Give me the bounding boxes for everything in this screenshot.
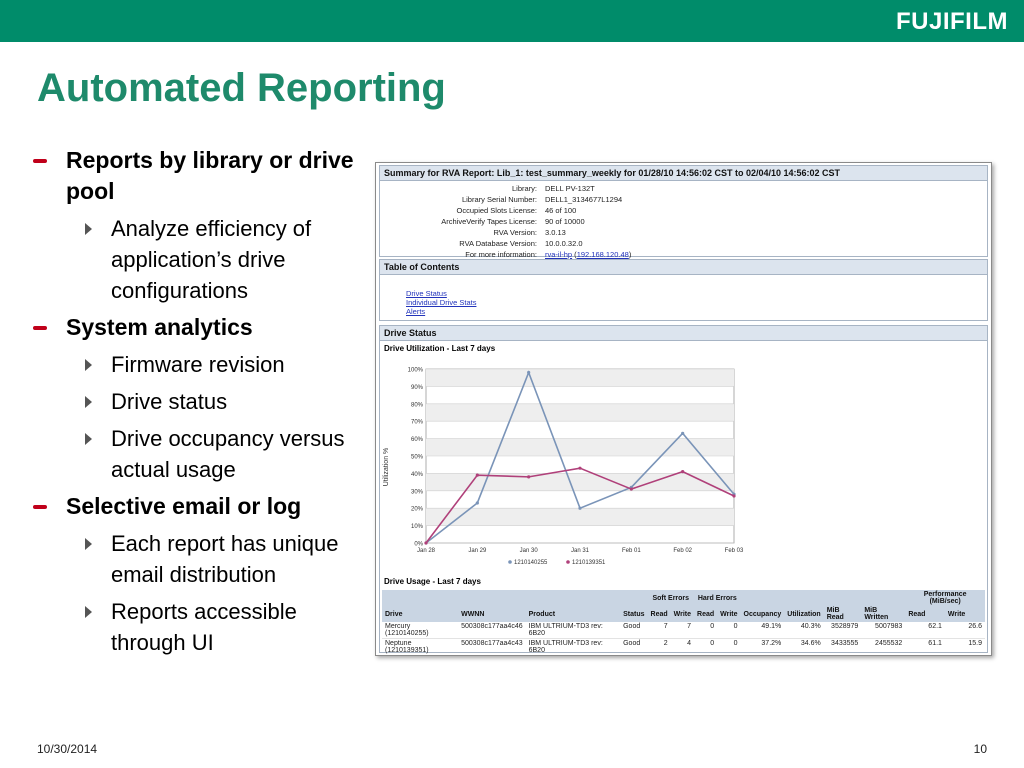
summary-field: Library Serial Number: DELL1_3134677L1294: [461, 195, 623, 204]
x-tick-label: Feb 03: [724, 548, 744, 554]
col-occupancy: Occupancy: [741, 606, 785, 622]
rva-host-link[interactable]: rva-il-hp: [545, 250, 573, 259]
col-soft-write: Write: [671, 606, 694, 622]
drive-status-panel: [379, 325, 988, 653]
col-soft-read: Read: [648, 606, 671, 622]
y-tick-label: 50%: [410, 454, 423, 461]
y-tick-label: 60%: [410, 437, 423, 444]
grid-band: [426, 439, 734, 456]
y-tick-label: 10%: [410, 524, 423, 531]
summary-title: Summary for RVA Report: Lib_1: test_summary_weekly for 01/28/10 14:56:02 CST to 02/04/10 14:56:02 CST: [380, 166, 987, 181]
footer-date: 10/30/2014: [37, 742, 98, 756]
grid-band: [426, 404, 734, 421]
col-hard-read: Read: [694, 606, 717, 622]
x-tick-label: Jan 30: [519, 548, 538, 554]
y-tick-label: 30%: [410, 489, 423, 496]
x-tick-label: Jan 28: [416, 548, 436, 554]
toc-link-drive-status[interactable]: Drive Status: [406, 289, 447, 298]
y-tick-label: 100%: [407, 367, 423, 374]
y-tick-label: 0%: [414, 541, 423, 548]
col-status: Status: [620, 606, 647, 622]
y-tick-label: 20%: [410, 506, 423, 513]
bullet-item: Selective email or log: [30, 491, 360, 522]
hard-errors-header: Hard Errors: [694, 590, 741, 606]
data-point: [732, 494, 735, 497]
dash-icon: [33, 326, 47, 330]
utilization-title: Drive Utilization - Last 7 days: [384, 344, 496, 353]
bullet-list: [30, 145, 360, 664]
legend-marker: [508, 560, 512, 564]
col-mib-written: MiB Written: [861, 606, 905, 622]
x-tick-label: Jan 29: [468, 548, 487, 554]
summary-field: Occupied Slots License: 46 of 100: [456, 206, 577, 215]
brand-bar: [0, 0, 1024, 42]
utilization-chart: [380, 361, 750, 573]
data-point: [476, 474, 479, 477]
toc-panel: [379, 259, 988, 321]
data-point: [681, 470, 684, 473]
summary-panel: [379, 165, 988, 257]
performance-header: Performance (MiB/sec): [905, 590, 985, 606]
toc-link-drive-stats[interactable]: Individual Drive Stats: [406, 298, 477, 307]
data-point: [630, 487, 633, 490]
table-row: Mercury (1210140255) 500308c177aa4c46 IBM ULTRIUM-TD3 rev: 6B20 Good 7 7 0 0 49.1% 40.3% 3528979 5007983 62.1 26.6: [382, 622, 985, 639]
summary-field: ArchiveVerify Tapes License: 90 of 10000: [441, 217, 585, 226]
col-product: Product: [526, 606, 620, 622]
y-tick-label: 70%: [410, 419, 423, 426]
report-screenshot: [375, 162, 992, 656]
data-point: [527, 371, 530, 374]
table-group-header-row: [382, 590, 985, 606]
legend-label: 1210139351: [572, 560, 606, 566]
table-header-row: [382, 606, 985, 622]
summary-field: RVA Version: 3.0.13: [493, 228, 566, 237]
drive-usage-table: [382, 590, 985, 656]
grid-band: [426, 508, 734, 525]
sub-bullet-item: Drive occupancy versus actual usage: [30, 423, 360, 485]
dash-icon: [33, 505, 47, 509]
data-point: [681, 432, 684, 435]
bullet-item: Reports by library or drive pool: [30, 145, 360, 207]
more-info-field: For more information: rva-il-hp (192.168.120.48): [465, 250, 632, 259]
x-tick-label: Feb 02: [673, 548, 693, 554]
data-point: [578, 467, 581, 470]
col-perf-read: Read: [905, 606, 945, 622]
fujifilm-logo: FUJIFILM: [896, 8, 1008, 35]
legend-label: 1210140255: [514, 560, 548, 566]
data-point: [424, 541, 427, 544]
grid-band: [426, 369, 734, 386]
data-point: [476, 501, 479, 504]
legend-marker: [566, 560, 570, 564]
y-tick-label: 90%: [410, 384, 423, 391]
col-drive: Drive: [382, 606, 458, 622]
sub-bullet-item: Reports accessible through UI: [30, 596, 360, 658]
y-axis-label: Utilization %: [383, 447, 390, 487]
drive-status-title: Drive Status: [380, 326, 987, 341]
triangle-bullet-icon: [85, 359, 92, 371]
sub-bullet-item: Firmware revision: [30, 349, 360, 380]
summary-field: Library: DELL PV-132T: [511, 184, 595, 193]
toc-link-alerts[interactable]: Alerts: [406, 307, 426, 316]
col-hard-write: Write: [717, 606, 740, 622]
y-tick-label: 80%: [410, 402, 423, 409]
sub-bullet-item: Each report has unique email distribution: [30, 528, 360, 590]
col-mib-read: MiB Read: [824, 606, 862, 622]
triangle-bullet-icon: [85, 538, 92, 550]
page-number: 10: [973, 742, 987, 756]
col-wwnn: WWNN: [458, 606, 526, 622]
rva-ip-link[interactable]: 192.168.120.48: [576, 250, 629, 259]
toc-title: Table of Contents: [380, 260, 987, 275]
dash-icon: [33, 159, 47, 163]
col-utilization: Utilization: [784, 606, 823, 622]
triangle-bullet-icon: [85, 606, 92, 618]
usage-title: Drive Usage - Last 7 days: [384, 577, 481, 586]
summary-field: RVA Database Version: 10.0.0.32.0: [459, 239, 583, 248]
sub-bullet-item: Analyze efficiency of application’s drive configurations: [30, 213, 360, 306]
triangle-bullet-icon: [85, 433, 92, 445]
data-point: [578, 507, 581, 510]
soft-errors-header: Soft Errors: [648, 590, 695, 606]
col-perf-write: Write: [945, 606, 985, 622]
sub-bullet-item: Drive status: [30, 386, 360, 417]
triangle-bullet-icon: [85, 396, 92, 408]
x-tick-label: Feb 01: [621, 548, 641, 554]
triangle-bullet-icon: [85, 223, 92, 235]
y-tick-label: 40%: [410, 471, 423, 478]
data-point: [527, 475, 530, 478]
slide-title: Automated Reporting: [37, 66, 446, 110]
table-row: Neptune (1210139351) 500308c177aa4c43 IBM ULTRIUM-TD3 rev: 6B20 Good 2 4 0 0 37.2% 34.6% 3433555 2455532 61.1 15.9: [382, 639, 985, 656]
bullet-item: System analytics: [30, 312, 360, 343]
x-tick-label: Jan 31: [570, 548, 590, 554]
